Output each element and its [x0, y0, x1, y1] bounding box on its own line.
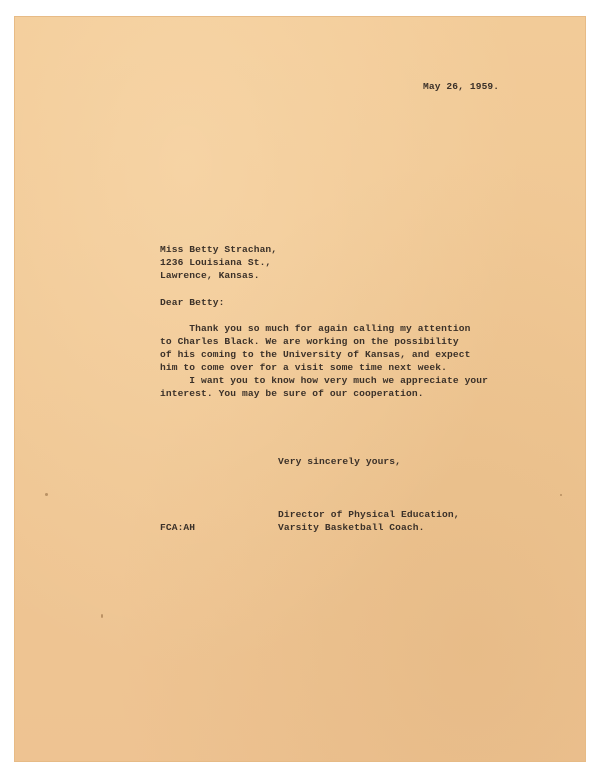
paper-speck — [560, 494, 562, 496]
body-paragraph-1-line: of his coming to the University of Kansas, and expect — [160, 349, 471, 360]
paper-speck — [45, 493, 48, 496]
paper-speck — [101, 614, 103, 618]
signature-title-2: Varsity Basketball Coach. — [278, 522, 425, 533]
letter-page — [14, 16, 586, 762]
recipient-city: Lawrence, Kansas. — [160, 270, 260, 281]
body-paragraph-1-line: to Charles Black. We are working on the possibility — [160, 336, 459, 347]
salutation: Dear Betty: — [160, 297, 225, 308]
body-paragraph-2-line: interest. You may be sure of our cooperation. — [160, 388, 424, 399]
body-paragraph-1-line: him to come over for a visit some time next week. — [160, 362, 448, 373]
letter-date: May 26, 1959. — [423, 81, 500, 92]
body-paragraph-2-line: I want you to know how very much we appreciate your — [160, 375, 489, 386]
closing: Very sincerely yours, — [278, 456, 402, 467]
typist-initials: FCA:AH — [160, 522, 196, 533]
recipient-name: Miss Betty Strachan, — [160, 244, 278, 255]
recipient-street: 1236 Louisiana St., — [160, 257, 272, 268]
body-paragraph-1-line: Thank you so much for again calling my attention — [160, 323, 471, 334]
signature-title-1: Director of Physical Education, — [278, 509, 460, 520]
